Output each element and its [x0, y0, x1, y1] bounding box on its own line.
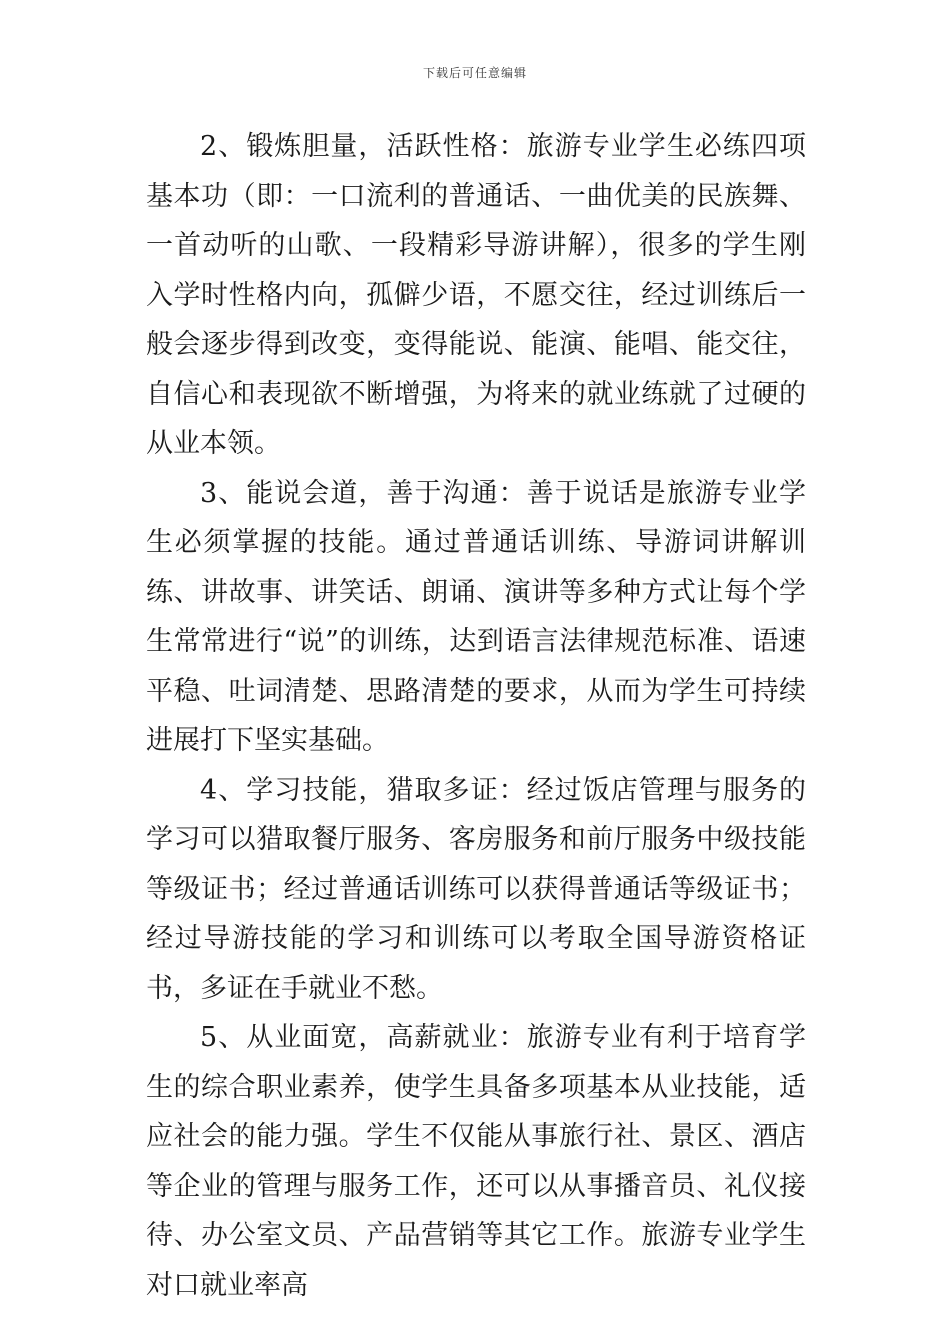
document-body	[146, 122, 806, 1310]
page-header: 下载后可任意编辑	[422, 66, 527, 80]
paragraph-3: 3、能说会道，善于沟通：善于说话是旅游专业学生必须掌握的技能。通过普通话训练、导游词讲解训练、讲故事、讲笑话、朗诵、演讲等多种方式让每个学生常常进行“说”的训练，达到语言法律规范标准、语速平稳、吐词清楚、思路清楚的要求，从而为学生可持续进展打下坚实基础。	[146, 477, 806, 756]
paragraph-4: 4、学习技能，猎取多证：经过饭店管理与服务的学习可以猎取餐厅服务、客房服务和前厅服务中级技能等级证书；经过普通话训练可以获得普通话等级证书；经过导游技能的学习和训练可以考取全国导游资格证书，多证在手就业不愁。	[146, 774, 806, 1004]
paragraph-5: 5、从业面宽，高薪就业：旅游专业有利于培育学生的综合职业素养，使学生具备多项基本从业技能，适应社会的能力强。学生不仅能从事旅行社、景区、酒店等企业的管理与服务工作，还可以从事播音员、礼仪接待、办公室文员、产品营销等其它工作。旅游专业学生对口就业率高	[146, 1022, 806, 1301]
paragraph-2: 2、锻炼胆量，活跃性格：旅游专业学生必练四项基本功（即：一口流利的普通话、一曲优美的民族舞、一首动听的山歌、一段精彩导游讲解），很多的学生刚入学时性格内向，孤僻少语，不愿交往，经过训练后一般会逐步得到改变，变得能说、能演、能唱、能交往，自信心和表现欲不断增强，为将来的就业练就了过硬的从业本领。	[146, 131, 806, 459]
